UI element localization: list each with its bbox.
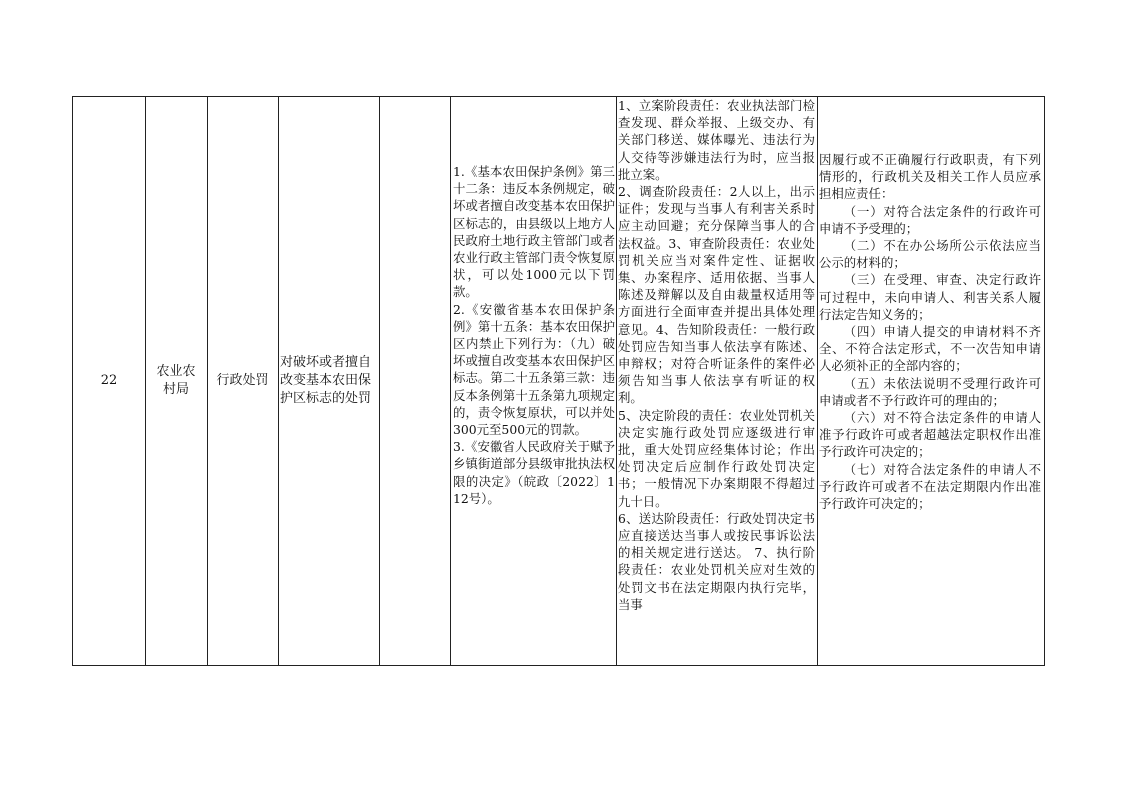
sub-item-cell bbox=[379, 97, 450, 665]
accountability-item: （六）对不符合法定条件的申请人准予行政许可或者超越法定职权作出准予行政许可决定的； bbox=[819, 410, 1041, 460]
row-number: 22 bbox=[100, 373, 118, 388]
accountability-item: （七）对符合法定条件的申请人不予行政许可或者不在法定期限内作出准予行政许可决定的； bbox=[819, 461, 1041, 512]
accountability-item: （一）对符合法定条件的行政许可申请不予受理的； bbox=[819, 203, 1041, 236]
department: 农业农村局 bbox=[156, 364, 196, 397]
accountability-item: （五）未依法说明不受理行政许可申请或者不予行政许可的理由的； bbox=[819, 375, 1041, 408]
accountability-intro: 因履行或不正确履行行政职责，有下列情形的，行政机关及相关工作人员应承担相应责任： bbox=[819, 152, 1041, 202]
category-cell bbox=[207, 97, 278, 665]
accountability-item: （三）在受理、审查、决定行政许可过程中，未向申请人、利害关系人履行法定告知义务的； bbox=[819, 272, 1041, 322]
accountability-item: （四）申请人提交的申请材料不齐全、不符合法定形式，不一次告知申请人必须补正的全部内容的； bbox=[819, 324, 1041, 374]
column-divider bbox=[278, 97, 279, 665]
legal-basis: 1.《基本农田保护条例》第三十二条：违反本条例规定，破坏或者擅自改变基本农田保护区标志的，由县级以上地方人民政府土地行政主管部门或者农业行政主管部门责令恢复原状，可以处1000元以下罚款。 2.《安徽省基本农田保护条例》第十五条：基本农田保护区内禁止下列行为：（九）破坏或擅自改变基本农田保护区标志。第二十五条第三款：违反本条例第十五条第九项规定的，责令恢复原状，可以并处300元至500元的罚款。 3.《安徽省人民政府关于赋予乡镇街道部分县级审批执法权限的决定》（皖政〔2022〕112号）。 bbox=[453, 164, 615, 506]
column-divider bbox=[817, 97, 818, 665]
category: 行政处罚 bbox=[216, 373, 269, 388]
item-name: 对破坏或者擅自改变基本农田保护区标志的处罚 bbox=[280, 355, 372, 406]
column-divider bbox=[616, 97, 617, 665]
department-cell bbox=[145, 97, 207, 665]
column-divider bbox=[450, 97, 451, 665]
item-name-cell bbox=[280, 97, 377, 665]
accountability-text bbox=[819, 151, 1041, 512]
responsibility-text: 1、立案阶段责任：农业执法部门检查发现、群众举报、上级交办、有关部门移送、媒体曝光、违法行为人交待等涉嫌违法行为时，应当报批立案。 2、调查阶段责任：2人以上，出示证件；发现与当事人有利害关系时应主动回避；充分保障当事人的合法权益。3、审查阶段责任：农业处罚机关应当对案件定性、证据收集、办案程序、适用依据、当事人陈述及辩解以及自由裁量权适用等方面进行全面审查并提出具体处理意见。4、告知阶段责任：一般行政处罚应告知当事人依法享有陈述、申辩权；对符合听证条件的案件必须告知当事人依法享有听证的权利。 5、决定阶段的责任：农业处罚机关决定实施行政处罚应逐级进行审批，重大处罚应经集体讨论；作出处罚决定后应制作行政处罚决定书；一般情况下办案期限不得超过九十日。 6、送达阶段责任：行政处罚决定书应直接送达当事人或按民事诉讼法的相关规定进行送达。 7、执行阶段责任：农业处罚机关应对生效的处罚文书在法定期限内执行完毕，当事 bbox=[618, 98, 815, 612]
power-list-table bbox=[72, 96, 1045, 666]
row-number-cell bbox=[73, 97, 145, 665]
accountability-item: （二）不在办公场所公示依法应当公示的材料的； bbox=[819, 238, 1041, 271]
